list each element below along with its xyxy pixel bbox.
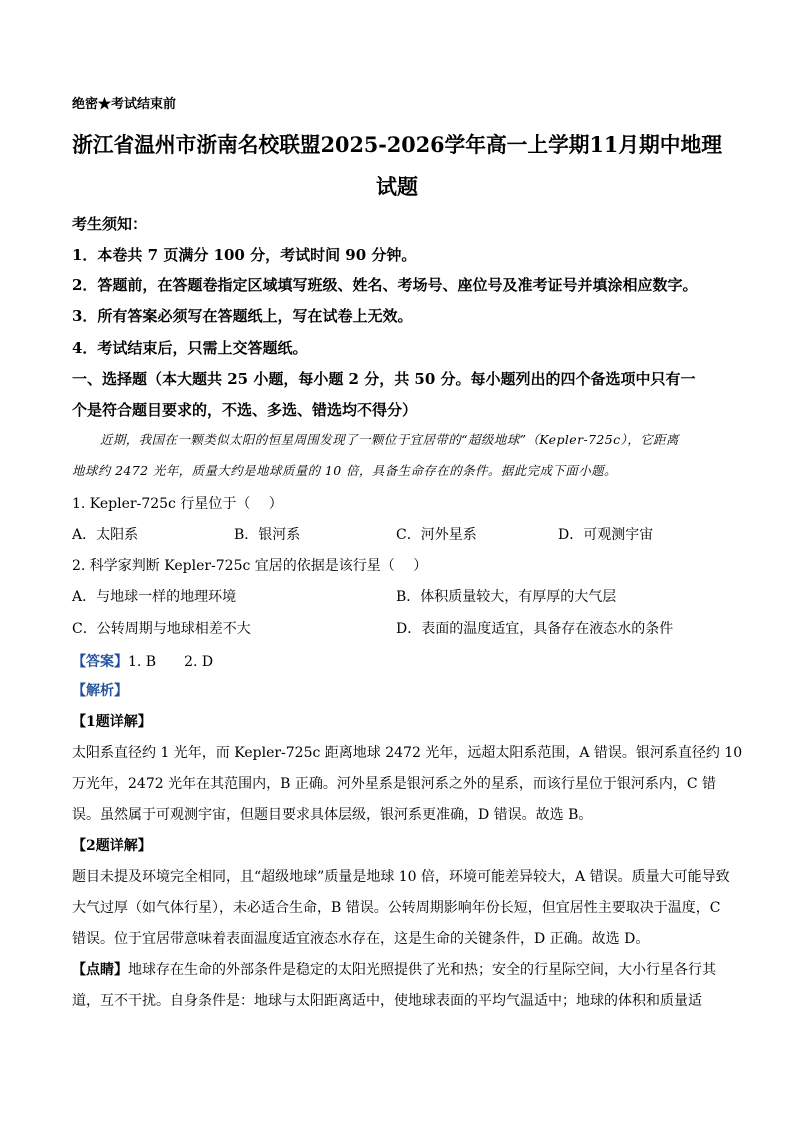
notice-item: 4．考试结束后，只需上交答题纸。: [72, 339, 308, 357]
tip-row: [72, 963, 716, 977]
detail2-label: 【2题详解】: [72, 838, 152, 854]
option-b: B．体积质量较大，有厚厚的大气层: [396, 589, 617, 605]
option-c: C．公转周期与地球相差不大: [72, 621, 251, 637]
answer-label: 【答案】: [72, 654, 128, 670]
detail2-text: 题目未提及环境完全相同，且“超级地球”质量是地球 10 倍，环境可能差异较大，A 错误。质量大可能导致: [72, 869, 730, 885]
notice-item: 2．答题前，在答题卷指定区域填写班级、姓名、考场号、座位号及准考证号并填涂相应数字。: [72, 276, 698, 294]
option-a: A．与地球一样的地理环境: [72, 589, 237, 605]
option-b: B．银河系: [234, 527, 301, 543]
page-title-cont: 试题: [376, 174, 418, 199]
tip-text: 道，互不干扰。自身条件是：地球与太阳距离适中，使地球表面的平均气温适中；地球的体积和质量适: [72, 993, 702, 1009]
section-heading: 一、选择题（本大题共 25 小题，每小题 2 分，共 50 分。每小题列出的四个备选项中只有一: [72, 370, 696, 388]
option-c: C．河外星系: [396, 527, 477, 543]
answer-row: [72, 653, 213, 669]
section-heading-cont: 个是符合题目要求的，不选、多选、错选均不得分）: [72, 401, 418, 419]
passage-text: 近期，我国在一颗类似太阳的恒星周围发现了一颗位于宜居带的“超级地球”（Kepler-725c），它距离: [100, 432, 679, 447]
answer-values: 1. B 2. D: [128, 654, 214, 670]
detail1-text: 万光年，2472 光年在其范围内，B 正确。河外星系是银河系之外的星系，而该行星位于银河系内，C 错: [72, 776, 716, 792]
detail2-text: 错误。位于宜居带意味着表面温度适宜液态水存在，这是生命的关键条件，D 正确。故选 D。: [72, 931, 650, 947]
detail1-text: 太阳系直径约 1 光年，而 Kepler-725c 距离地球 2472 光年，远超太阳系范围，A 错误。银河系直径约 10: [72, 745, 743, 761]
notice-item: 1．本卷共 7 页满分 100 分，考试时间 90 分钟。: [72, 246, 417, 264]
option-d: D．表面的温度适宜，具备存在液态水的条件: [396, 621, 674, 637]
analysis-label: 【解析】: [72, 683, 128, 699]
question-stem: 2. 科学家判断 Kepler-725c 宜居的依据是该行星（ ）: [72, 558, 428, 574]
detail1-label: 【1题详解】: [72, 714, 152, 730]
notice-item: 3．所有答案必须写在答题纸上，写在试卷上无效。: [72, 307, 413, 325]
tip-label: 【点睛】: [72, 962, 128, 978]
confidential-label: 绝密★考试结束前: [72, 97, 177, 112]
page-title: 浙江省温州市浙南名校联盟2025-2026学年高一上学期11月期中地理: [72, 132, 722, 157]
passage-text: 地球约 2472 光年，质量大约是地球质量的 10 倍，具备生命存在的条件。据此完成下面小题。: [72, 463, 617, 478]
option-d: D．可观测宇宙: [558, 527, 654, 543]
tip-text: 地球存在生命的外部条件是稳定的太阳光照提供了光和热；安全的行星际空间，大小行星各行其: [128, 962, 716, 978]
detail1-text: 误。虽然属于可观测宇宙，但题目要求具体层级，银河系更准确，D 错误。故选 B。: [72, 807, 593, 823]
detail2-text: 大气过厚（如气体行星），未必适合生命，B 错误。公转周期影响年份长短，但宜居性主要取决于温度，C: [72, 900, 721, 916]
notice-heading: 考生须知：: [72, 215, 148, 233]
option-a: A．太阳系: [72, 527, 139, 543]
question-stem: 1. Kepler-725c 行星位于（ ）: [72, 496, 283, 512]
